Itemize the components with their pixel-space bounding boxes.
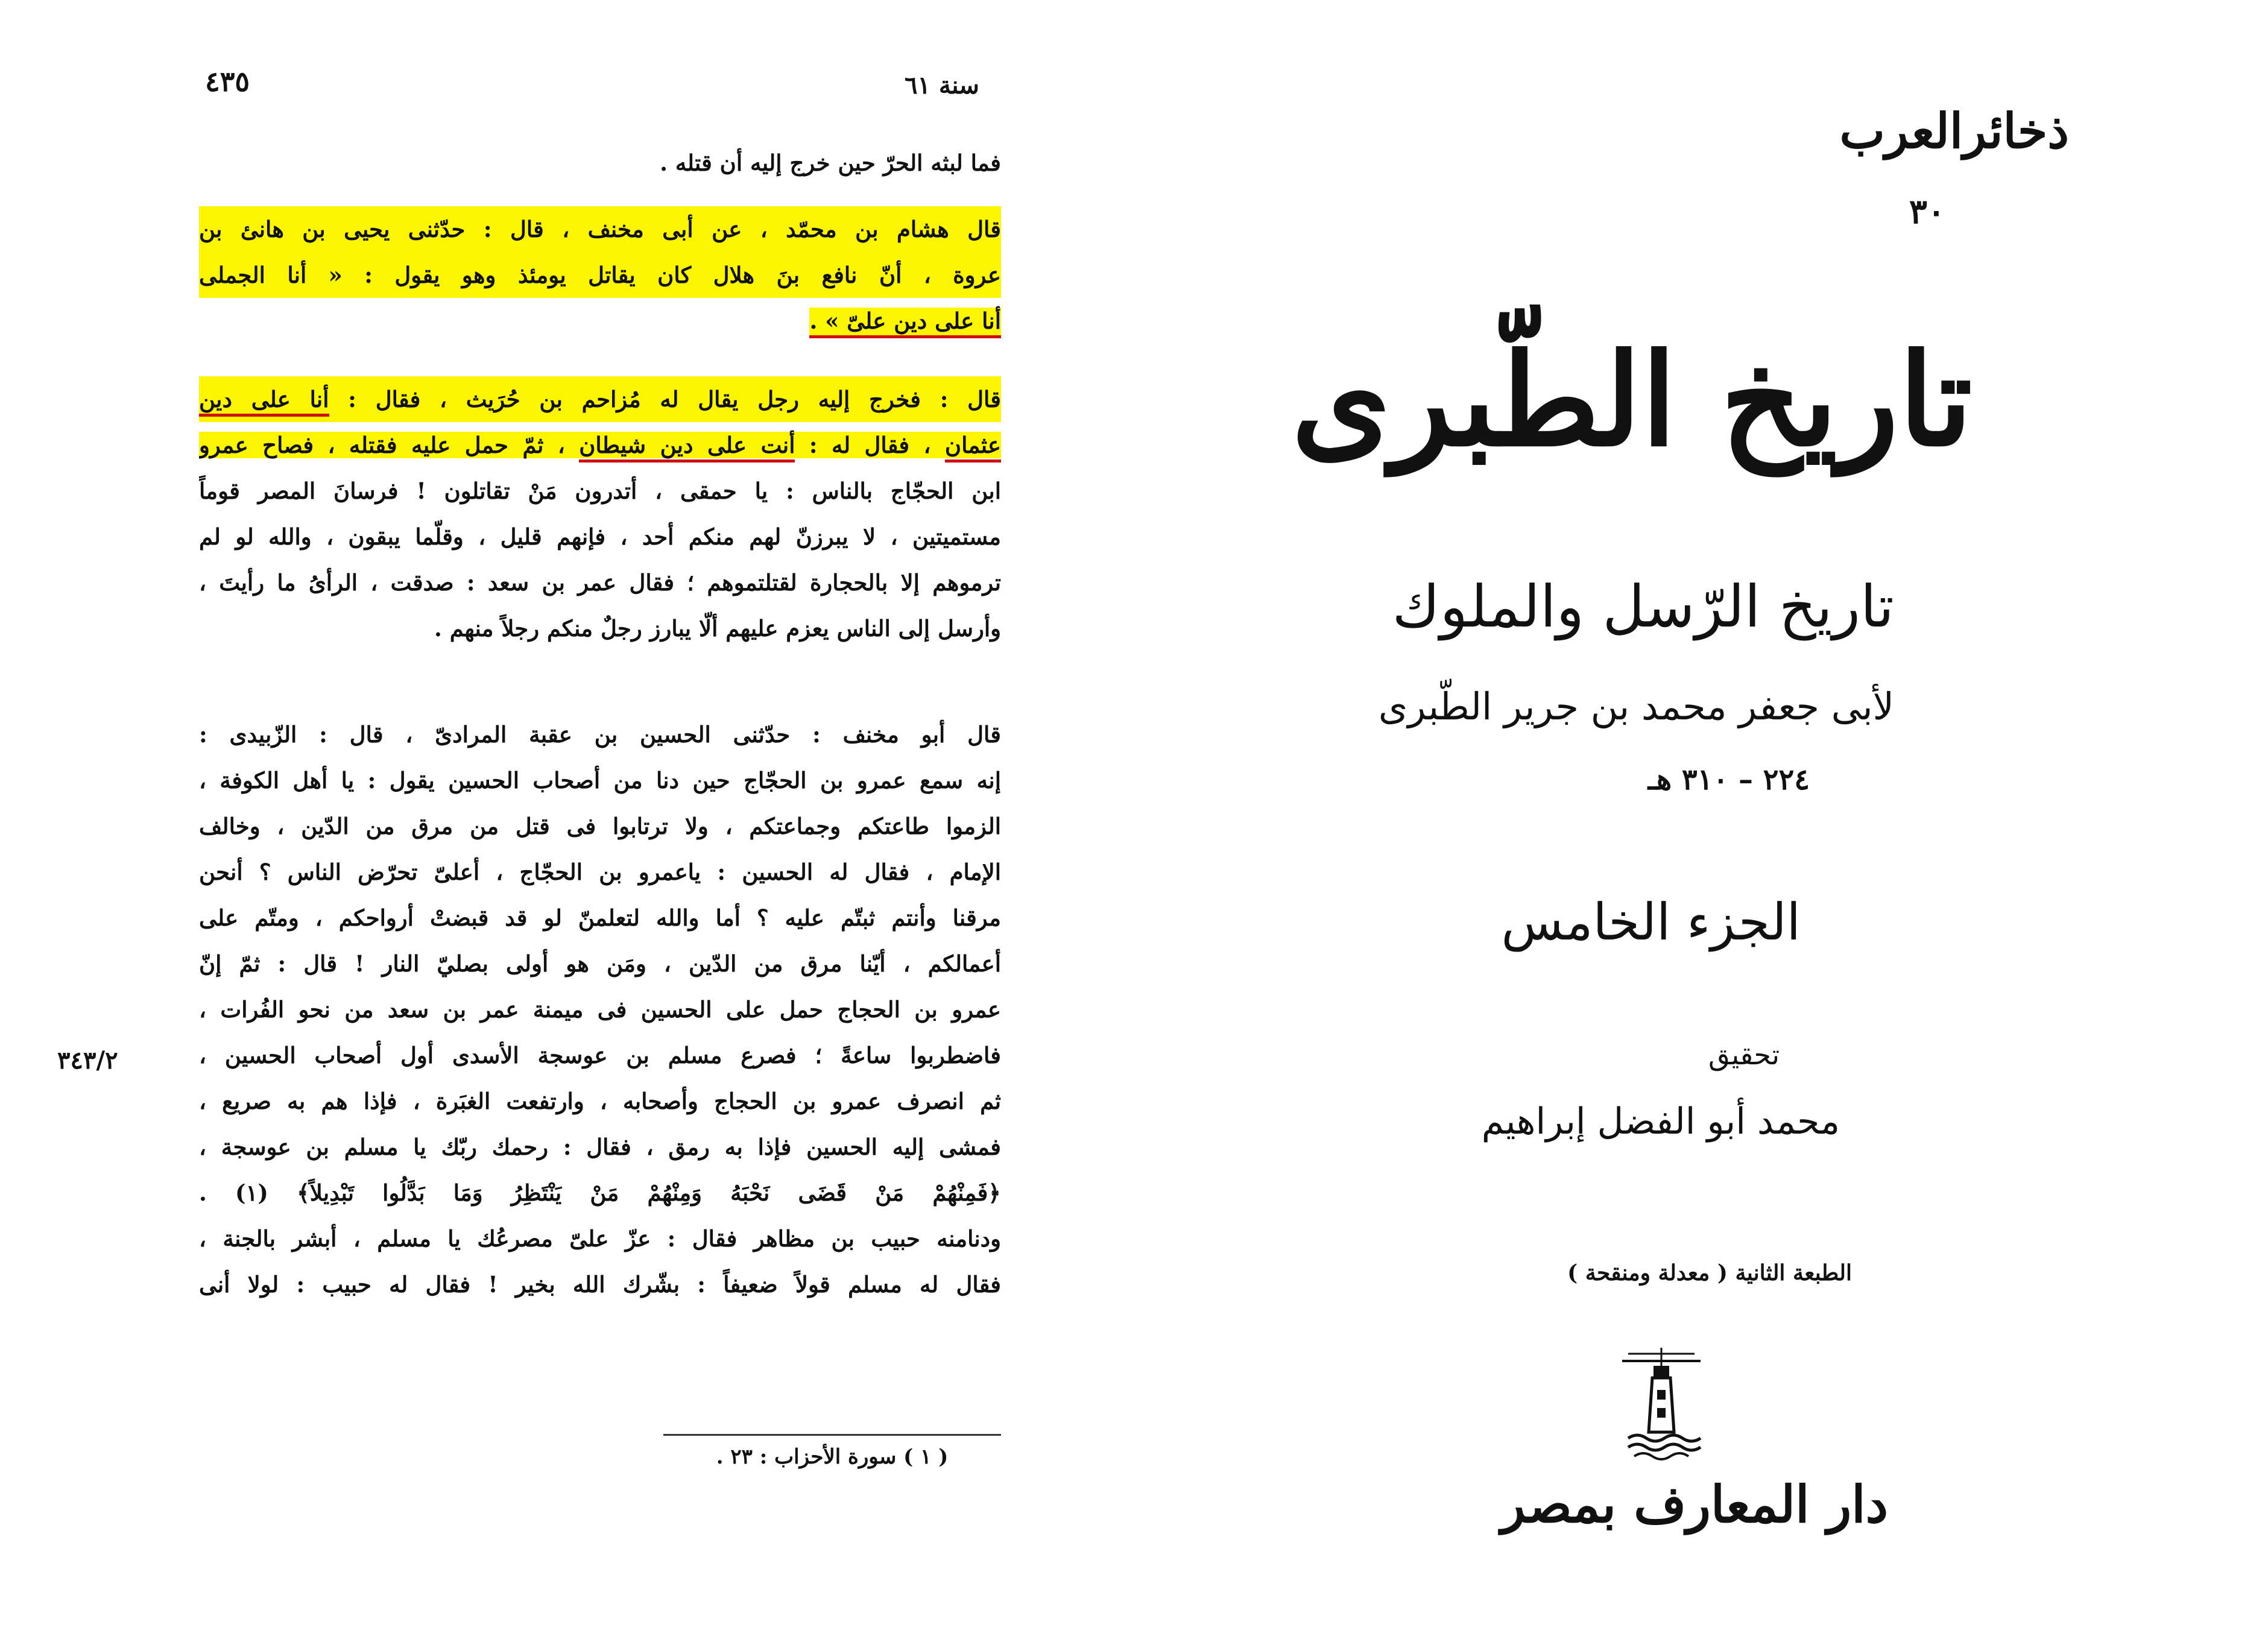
text-line: مرقنا وأنتم ثبتّم عليه ؟ أما والله لتعلمنّ لو قد قبضتْ أرواحكم ، ومتّم على	[199, 905, 1001, 931]
highlighted-line: قال هشام بن محمّد ، عن أبى مخنف ، قال : حدّثنى يحيى بن هانئ بن	[199, 206, 1001, 252]
text-line: ودنامنه حبيب بن مظاهر فقال : عزّ علىّ مصرعُك يا مسلم ، أبشر بالجنة ،	[199, 1225, 1001, 1252]
page-number: ٤٣٥	[205, 65, 250, 98]
text-line: الزموا طاعتكم وجماعتكم ، ولا ترتابوا فى قتل من مرق من الدّين ، وخالف	[199, 813, 1001, 839]
footnote-divider	[663, 1434, 1001, 1436]
running-header-year: سنة ٦١	[905, 71, 979, 99]
text-line: الإمام ، فقال له الحسين : ياعمرو بن الحجّاج ، أعلىّ تحرّض الناس ؟ أنحن	[199, 859, 1001, 885]
series-name: ذخائرالعرب	[1839, 103, 2069, 159]
paragraph-1	[199, 140, 1001, 186]
underlined-phrase: أنا على دين	[199, 386, 329, 417]
paragraph-3	[199, 376, 1001, 651]
underlined-phrase: عثمان	[945, 432, 1001, 463]
text-line: ابن الحجّاج بالناس : يا حمقى ، أتدرون مَنْ تقاتلون ! فرسانَ المصر قوماً	[199, 478, 1001, 504]
text-line: وأرسل إلى الناس يعزم عليهم ألّا يبارز رجلٌ منكم رجلاً منهم .	[434, 615, 1001, 642]
text-line: ثم انصرف عمرو بن الحجاج وأصحابه ، وارتفعت الغبَرة ، فإذا هم به صريع ،	[199, 1088, 1001, 1114]
text-line: عمرو بن الحجاج حمل على الحسين فى ميمنة عمر بن سعد من نحو الفُرات ،	[199, 996, 1001, 1023]
text-line	[199, 422, 1001, 468]
margin-reference: ٣٤٣/٢	[57, 1046, 118, 1075]
editor-label: تحقيق	[1708, 1038, 1780, 1071]
highlighted-line: قال : فخرج إليه رجل يقال له مُزاحم بن حُرَيث ، فقال : أنا على دين	[199, 376, 1001, 422]
author-dates: ٢٢٤ – ٣١٠ هـ	[1647, 763, 1810, 797]
text-line: فاضطربوا ساعةً ؛ فصرع مسلم بن عوسجة الأسدى أول أصحاب الحسين ،	[199, 1042, 1001, 1069]
paragraph-4	[199, 712, 1001, 1307]
text-line: أعمالكم ، أيّنا مرق من الدّين ، ومَن هو أولى بصليّ النار ! قال : ثمّ إنّ	[199, 950, 1001, 977]
text-line: فمشى إليه الحسين فإذا به رمق ، فقال : رحمك ربّك يا مسلم بن عوسجة ،	[199, 1134, 1001, 1160]
volume-part: الجزء الخامس	[1501, 892, 1801, 952]
underlined-phrase: أنت على دين شيطان	[579, 432, 795, 463]
publisher-name: دار المعارف بمصر	[1500, 1474, 1888, 1534]
paragraph-2-highlighted	[199, 206, 1001, 344]
text-line: ترموهم إلا بالحجارة لقتلتموهم ؛ فقال عمر بن سعد : صدقت ، الرأىُ ما رأيتَ ،	[199, 569, 1001, 596]
text-line: فما لبثه الحرّ حين خرج إليه أن قتله .	[660, 150, 1001, 176]
lighthouse-icon	[1616, 1348, 1707, 1462]
edition-note: الطبعة الثانية ( معدلة ومنقحة )	[1567, 1260, 1852, 1286]
text-line: فقال له مسلم قولاً ضعيفاً : بشّرك الله بخير ! فقال له حبيب : لولا أنى	[199, 1271, 1001, 1298]
underlined-phrase: أنا على دين علىّ » .	[809, 308, 1001, 338]
highlighted-segment: عثمان ، فقال له : أنت على دين شيطان ، ثمّ حمل عليه فقتله ، فصاح عمرو	[199, 432, 1001, 458]
highlighted-line: عروة ، أنّ نافع بنَ هلال كان يقاتل يومئذ وهو يقول : « أنا الجملى	[199, 252, 1001, 298]
author-name: لأبى جعفر محمد بن جرير الطّبرى	[1378, 684, 1894, 728]
text-line: قال أبو مخنف : حدّثنى الحسين بن عقبة المرادىّ ، قال : الزّبيدى :	[199, 721, 1001, 748]
footnote: ( ١ ) سورة الأحزاب : ٢٣ .	[716, 1445, 949, 1469]
text-line: مستميتين ، لا يبرزنّ لهم منكم أحد ، فإنهم قليل ، وقلّما يبقون ، والله لو لم	[199, 523, 1001, 550]
right-page-title	[1134, 0, 2268, 1645]
highlighted-line-last	[199, 298, 1001, 344]
quran-verse-line: ﴿فَمِنْهُمْ مَنْ قَضَى نَحْبَهُ وَمِنْهُمْ مَنْ يَنْتَظِرُ وَمَا بَدَّلُوا تَبْدِيلاً﴾ (١) .	[199, 1179, 1001, 1206]
editor-name: محمد أبو الفضل إبراهيم	[1481, 1100, 1840, 1143]
text-line: إنه سمع عمرو بن الحجّاج حين دنا من أصحاب الحسين يقول : يا أهل الكوفة ،	[199, 767, 1001, 794]
series-number: ٣٠	[1909, 192, 1945, 232]
book-title: تاريخ الطّبرى	[1291, 326, 1973, 475]
book-subtitle: تاريخ الرّسل والملوك	[1392, 573, 1894, 640]
